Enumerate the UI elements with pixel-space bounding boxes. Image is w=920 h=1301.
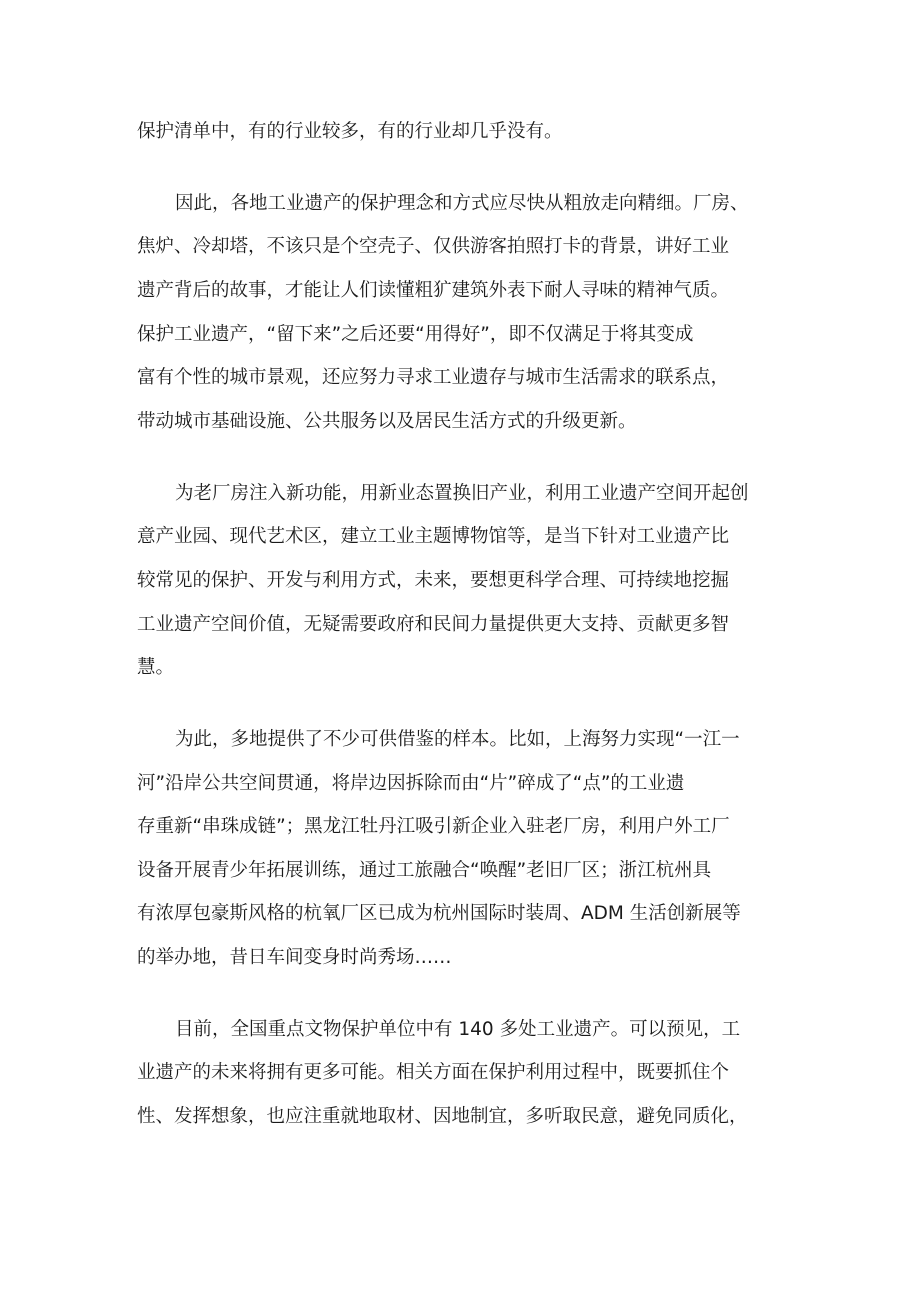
text-line: 慧。 bbox=[137, 657, 175, 678]
text-line: 有浓厚包豪斯风格的杭氧厂区已成为杭州国际时装周、ADM 生活创新展等 bbox=[137, 903, 741, 924]
text-line: 目前，全国重点文物保护单位中有 140 多处工业遗产。可以预见，工 bbox=[175, 1019, 741, 1040]
text-line: 存重新“串珠成链”；黑龙江牡丹江吸引新企业入驻老厂房，利用户外工厂 bbox=[137, 816, 730, 837]
text-line: 意产业园、现代艺术区，建立工业主题博物馆等，是当下针对工业遗产比 bbox=[137, 526, 730, 547]
text-line: 业遗产的未来将拥有更多可能。相关方面在保护利用过程中，既要抓住个 bbox=[137, 1062, 730, 1083]
text-line: 的举办地，昔日车间变身时尚秀场…… bbox=[137, 947, 452, 968]
text-line: 保护清单中，有的行业较多，有的行业却几乎没有。 bbox=[137, 121, 563, 142]
text-line: 工业遗产空间价值，无疑需要政府和民间力量提供更大支持、贡献更多智 bbox=[137, 614, 730, 635]
text-line: 河”沿岸公共空间贯通，将岸边因拆除而由“片”碎成了“点”的工业遗 bbox=[137, 773, 685, 794]
text-line: 遗产背后的故事，才能让人们读懂粗犷建筑外表下耐人寻味的精神气质。 bbox=[137, 280, 730, 301]
text-line: 为此，多地提供了不少可供借鉴的样本。比如，上海努力实现“一江一 bbox=[175, 729, 740, 750]
text-line: 富有个性的城市景观，还应努力寻求工业遗存与城市生活需求的联系点， bbox=[137, 367, 730, 388]
text-line: 较常见的保护、开发与利用方式，未来，要想更科学合理、可持续地挖掘 bbox=[137, 570, 730, 591]
text-line: 设备开展青少年拓展训练，通过工旅融合“唤醒”老旧厂区；浙江杭州具 bbox=[137, 860, 712, 881]
text-line: 为老厂房注入新功能，用新业态置换旧产业，利用工业遗产空间开起创 bbox=[175, 483, 749, 504]
text-line: 保护工业遗产，“留下来”之后还要“用得好”，即不仅满足于将其变成 bbox=[137, 324, 694, 345]
text-line: 因此，各地工业遗产的保护理念和方式应尽快从粗放走向精细。厂房、 bbox=[175, 193, 749, 214]
text-line: 性、发挥想象，也应注重就地取材、因地制宜，多听取民意，避免同质化， bbox=[137, 1106, 748, 1127]
text-line: 带动城市基础设施、公共服务以及居民生活方式的升级更新。 bbox=[137, 411, 637, 432]
text-line: 焦炉、冷却塔，不该只是个空壳子、仅供游客拍照打卡的背景，讲好工业 bbox=[137, 236, 730, 257]
